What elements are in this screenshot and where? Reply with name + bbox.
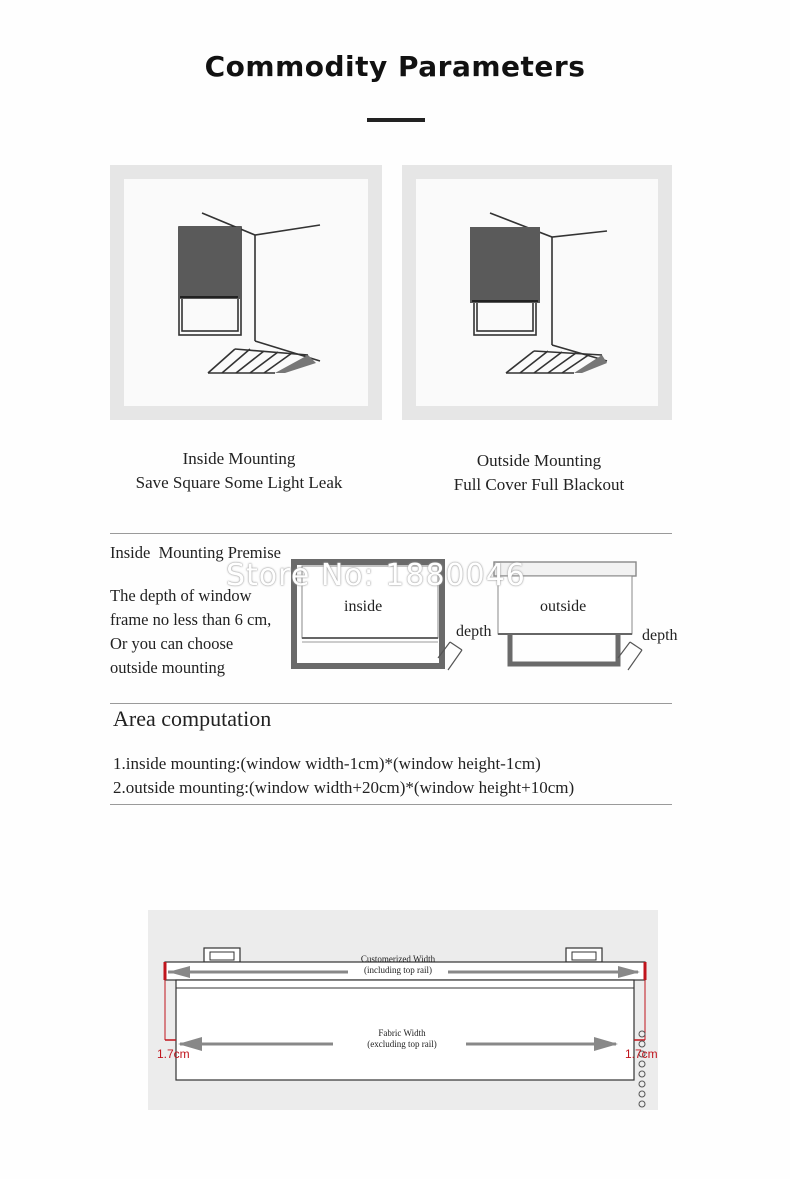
customized-width-label bbox=[328, 954, 468, 976]
outside-depth-label: depth bbox=[642, 627, 678, 644]
customized-width-title: Customerized Width bbox=[360, 954, 436, 964]
fabric-width-note: (excluding top rail) bbox=[367, 1039, 437, 1049]
title-underline bbox=[367, 118, 425, 122]
inside-mounting-room-illustration bbox=[110, 165, 382, 420]
outside-diagram-label: outside bbox=[540, 598, 587, 615]
premise-line: Or you can choose bbox=[110, 634, 234, 653]
left-offset-label: 1.7cm bbox=[157, 1047, 190, 1061]
formula-inside: 1.inside mounting:(window width-1cm)*(window height-1cm) bbox=[113, 754, 541, 773]
fabric-width-title: Fabric Width bbox=[378, 1028, 426, 1038]
fabric-width-label bbox=[332, 1028, 472, 1050]
store-watermark: Store No: 1880046 bbox=[226, 558, 526, 593]
inside-mounting-title: Inside Mounting bbox=[182, 449, 296, 468]
inside-mounting-note: Save Square Some Light Leak bbox=[135, 473, 343, 492]
outside-mounting-card bbox=[402, 165, 672, 420]
outside-mounting-title: Outside Mounting bbox=[476, 451, 602, 470]
divider bbox=[110, 703, 672, 704]
premise-line: frame no less than 6 cm, bbox=[110, 610, 272, 629]
outside-mounting-note: Full Cover Full Blackout bbox=[453, 475, 625, 494]
right-offset-label: 1.7cm bbox=[625, 1047, 658, 1061]
outside-blind-shade bbox=[470, 227, 540, 303]
measurement-diagram bbox=[148, 910, 658, 1110]
inside-mounting-caption bbox=[110, 447, 368, 495]
premise-description bbox=[110, 584, 271, 680]
premise-title: Inside Mounting Premise bbox=[110, 543, 281, 562]
inside-blind-shade bbox=[178, 227, 241, 299]
divider bbox=[110, 533, 672, 534]
divider bbox=[110, 804, 672, 805]
premise-line: The depth of window bbox=[110, 586, 252, 605]
inside-mounting-card bbox=[110, 165, 382, 420]
page-title: Commodity Parameters bbox=[204, 50, 586, 83]
area-formulas bbox=[113, 752, 574, 800]
inside-depth-label: depth bbox=[456, 623, 492, 640]
outside-mounting-room-illustration bbox=[402, 165, 672, 420]
customized-width-note: (including top rail) bbox=[364, 965, 432, 975]
area-computation-title: Area computation bbox=[113, 706, 272, 731]
outside-mounting-caption bbox=[410, 449, 668, 497]
formula-outside: 2.outside mounting:(window width+20cm)*(window height+10cm) bbox=[113, 778, 575, 797]
premise-line: outside mounting bbox=[110, 658, 226, 677]
inside-diagram-label: inside bbox=[344, 598, 383, 615]
